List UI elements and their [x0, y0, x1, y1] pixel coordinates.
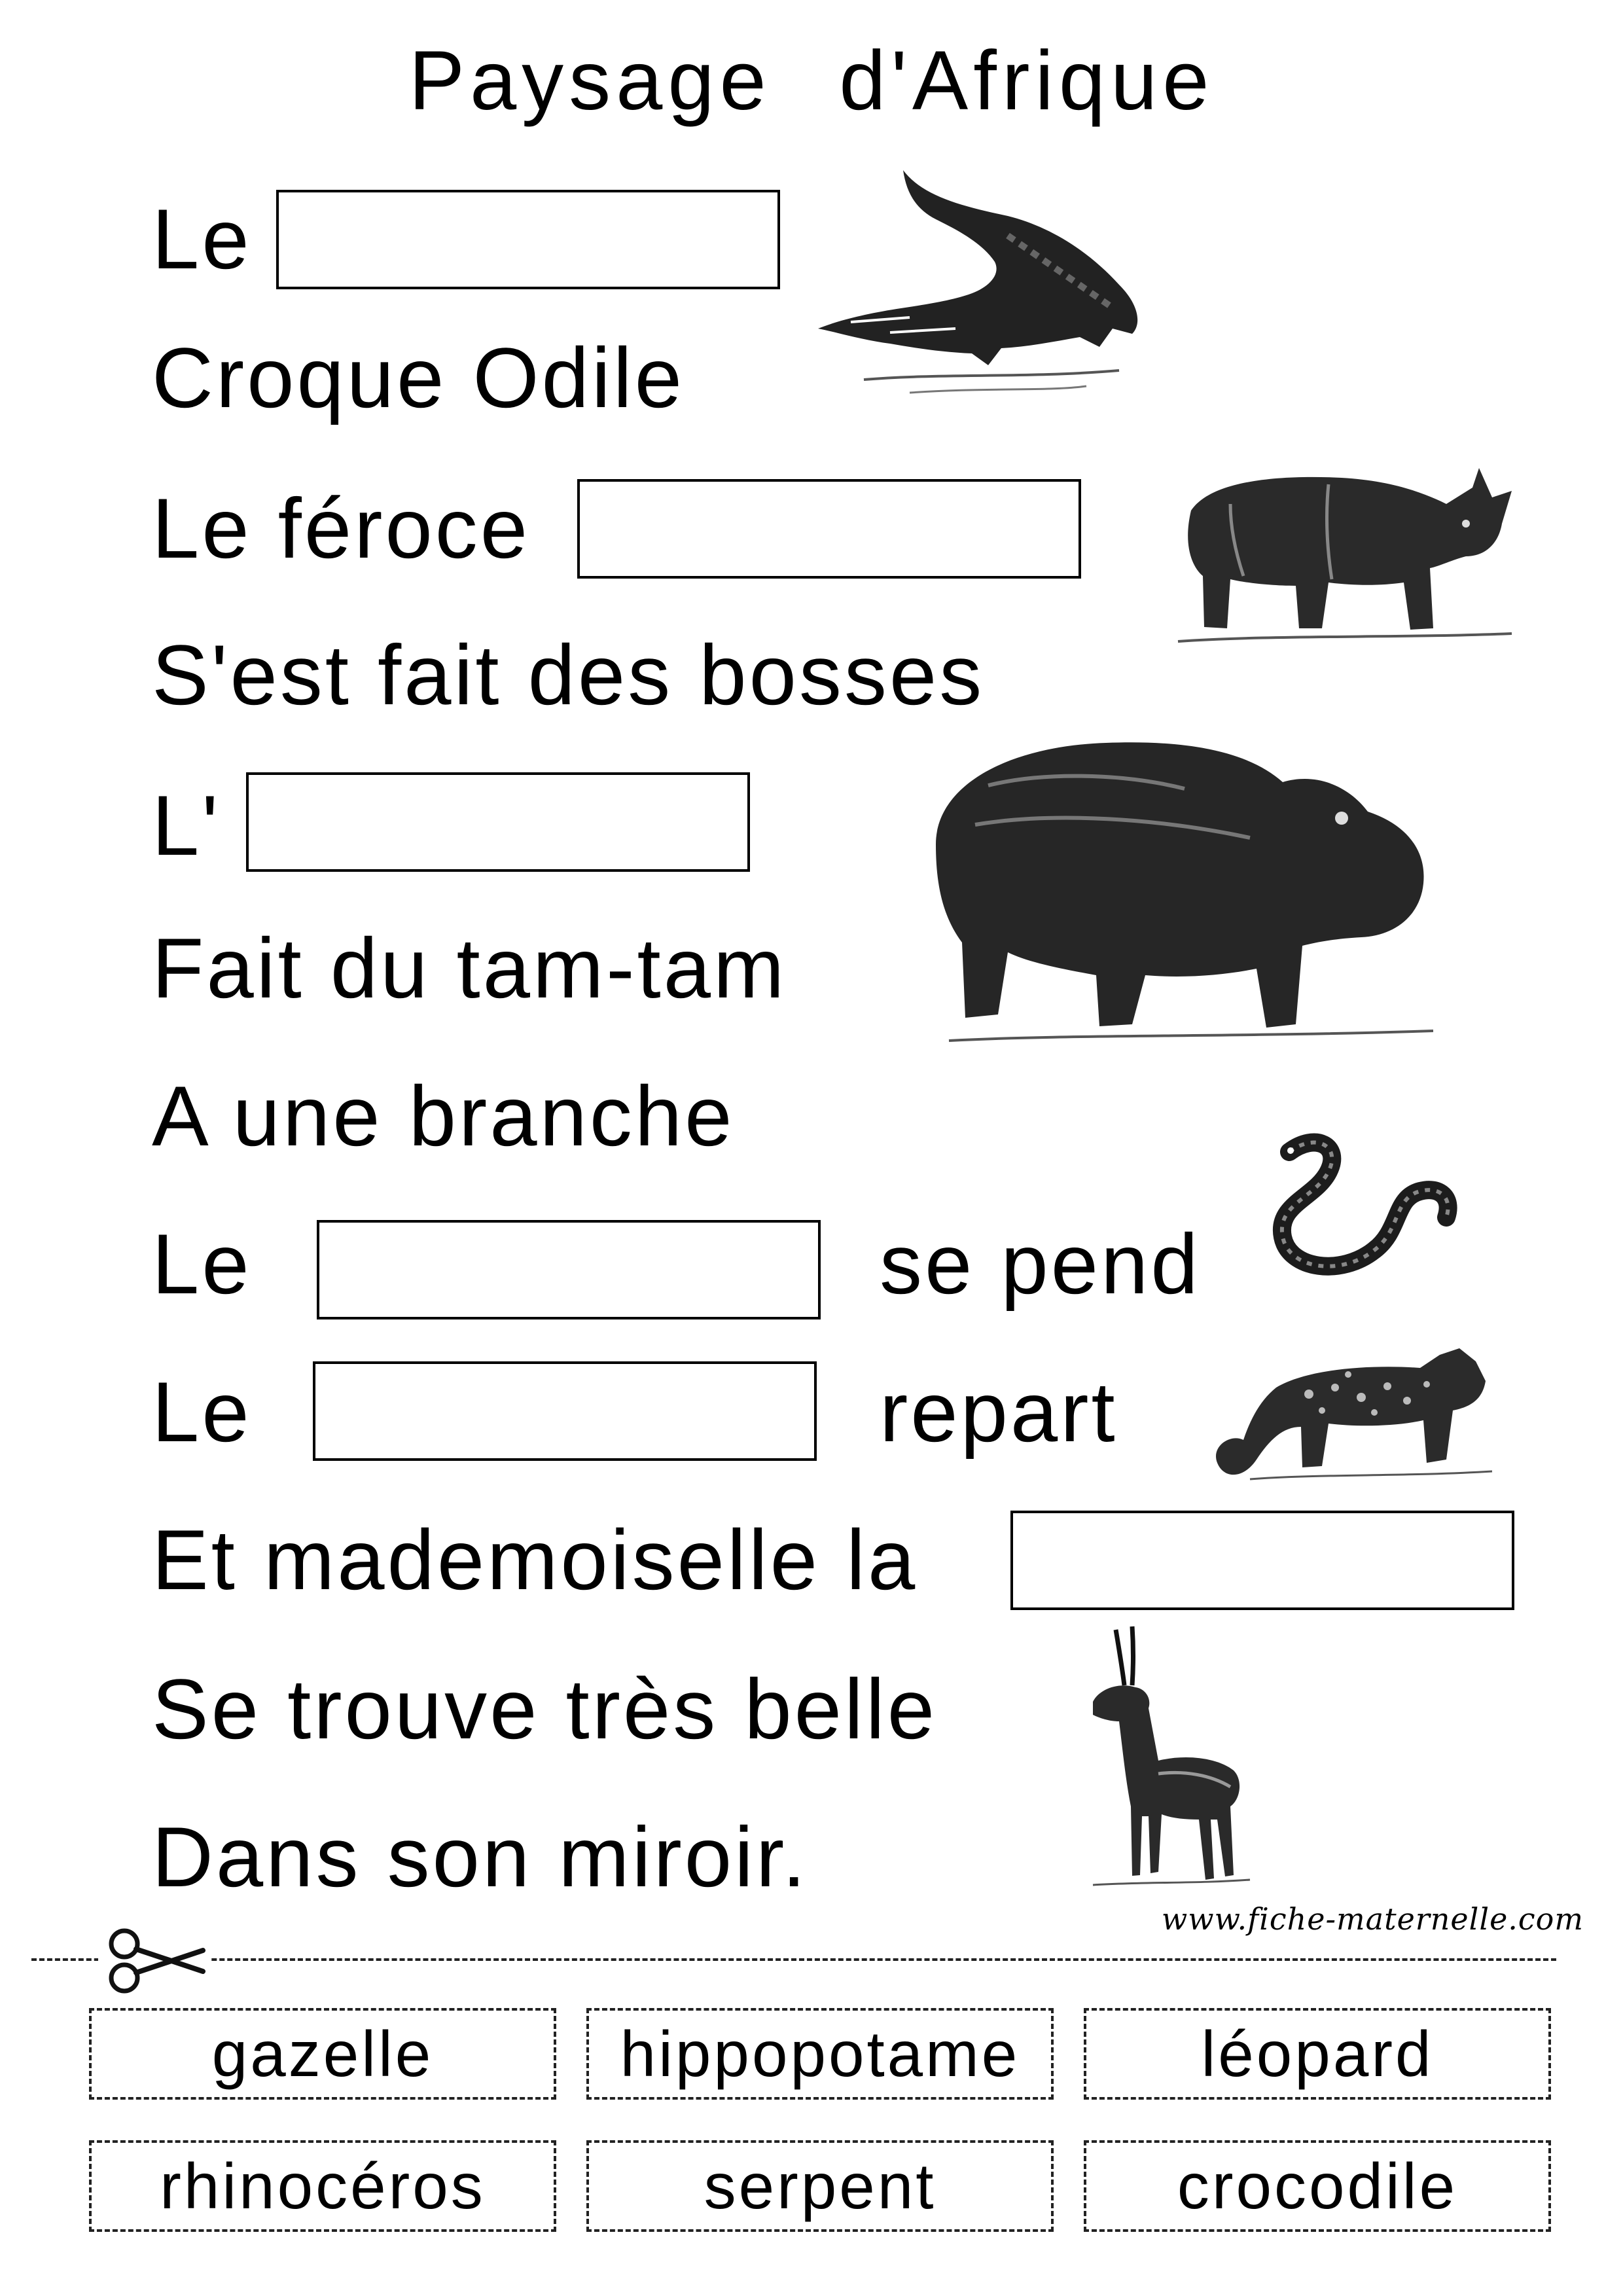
poem-line-2: Croque Odile: [152, 330, 685, 425]
leopard-icon: [1211, 1329, 1499, 1499]
blank-leopard[interactable]: [313, 1361, 817, 1461]
crocodile-icon: [812, 157, 1152, 419]
word-card-serpent[interactable]: serpent: [586, 2140, 1054, 2232]
poem-line-9-end: repart: [880, 1364, 1118, 1460]
word-card-rhinoceros[interactable]: rhinocéros: [89, 2140, 556, 2232]
website-credit: www.fiche-maternelle.com: [1161, 1901, 1584, 1937]
poem-line-11: Se trouve très belle: [152, 1661, 938, 1757]
blank-gazelle[interactable]: [1010, 1511, 1514, 1610]
word-card-hippopotame[interactable]: hippopotame: [586, 2008, 1054, 2100]
word-card-crocodile[interactable]: crocodile: [1084, 2140, 1551, 2232]
poem-line-12: Dans son miroir.: [152, 1809, 809, 1905]
poem-line-3: Le féroce: [152, 480, 531, 576]
poem-line-8-start: Le: [152, 1216, 252, 1312]
blank-hippopotame[interactable]: [246, 772, 750, 872]
poem-line-6: Fait du tam-tam: [152, 920, 787, 1016]
rhinoceros-icon: [1171, 452, 1525, 661]
blank-rhinoceros[interactable]: [577, 479, 1081, 579]
snake-icon: [1263, 1126, 1466, 1289]
poem-line-10: Et mademoiselle la: [152, 1512, 918, 1607]
blank-crocodile[interactable]: [276, 190, 780, 289]
poem-line-4: S'est fait des bosses: [152, 627, 985, 723]
gazelle-icon: [1054, 1623, 1257, 1898]
poem-line-8-end: se pend: [880, 1216, 1201, 1312]
blank-serpent[interactable]: [317, 1220, 821, 1319]
page-title: Paysage d'Afrique: [408, 34, 1215, 128]
cut-line: [31, 1958, 1556, 1961]
hippopotamus-icon: [910, 726, 1446, 1067]
poem-line-7: A une branche: [152, 1068, 735, 1164]
word-card-gazelle[interactable]: gazelle: [89, 2008, 556, 2100]
scissors-icon: [98, 1924, 209, 1996]
poem-line-1: Le: [152, 191, 252, 287]
poem-line-9-start: Le: [152, 1364, 252, 1460]
word-card-leopard[interactable]: léopard: [1084, 2008, 1551, 2100]
poem-line-5: L': [152, 778, 221, 873]
